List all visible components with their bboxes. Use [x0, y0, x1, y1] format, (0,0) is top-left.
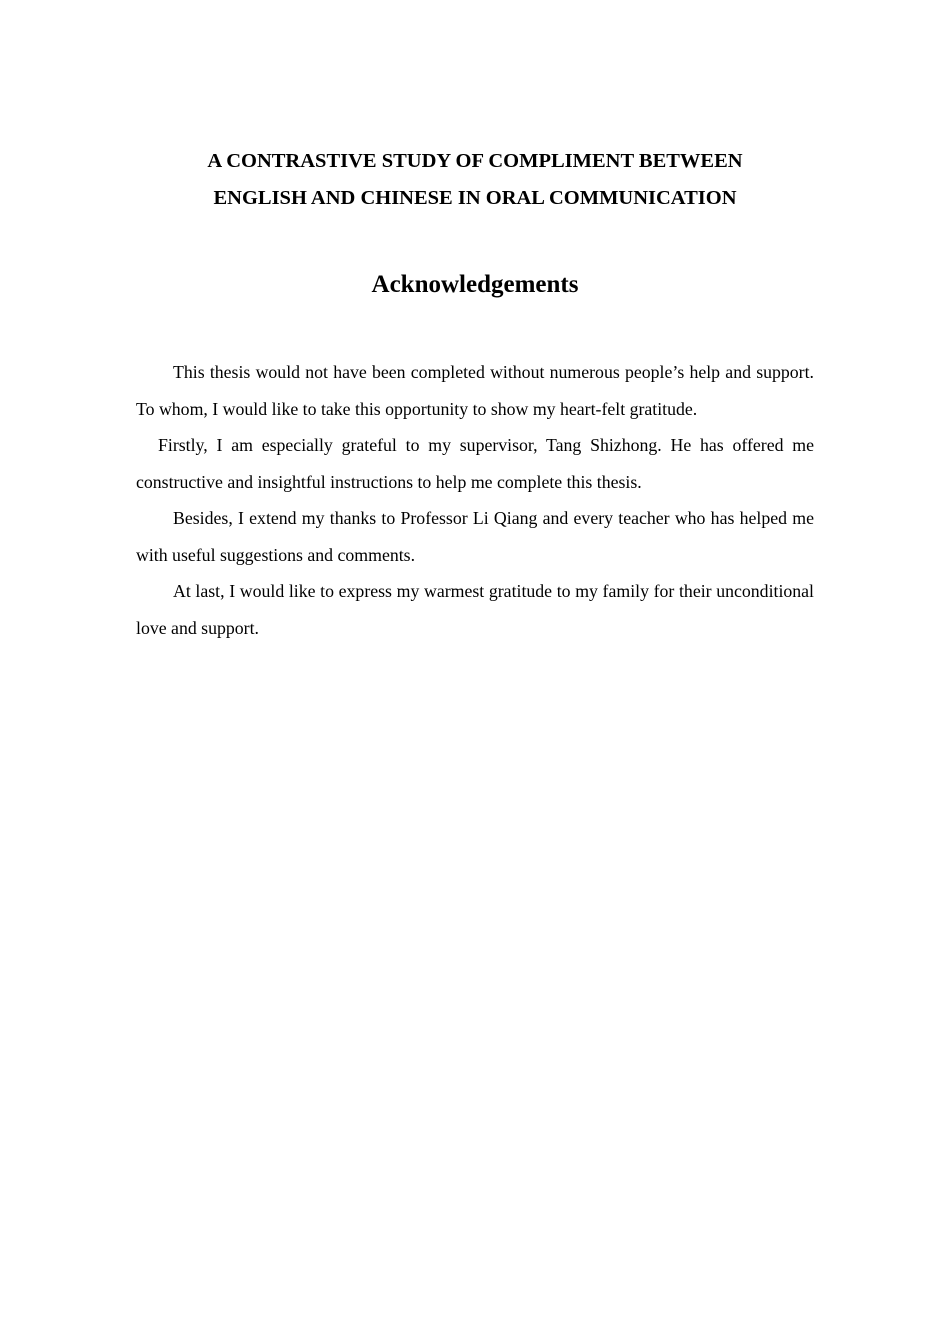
acknowledgements-heading: Acknowledgements	[371, 271, 579, 298]
paragraph-3: Besides, I extend my thanks to Professor Li Qiang and every teacher who has helped me with useful suggestions and comments.	[136, 508, 814, 565]
paragraph-1: This thesis would not have been completed without numerous people’s help and support. To whom, I would like to take this opportunity to show my heart-felt gratitude.	[136, 362, 814, 419]
thesis-title-line-2: ENGLISH AND CHINESE IN ORAL COMMUNICATION	[213, 187, 737, 209]
thesis-title-line-1: A CONTRASTIVE STUDY OF COMPLIMENT BETWEEN	[207, 150, 743, 172]
thesis-title	[136, 143, 814, 217]
acknowledgements-body	[136, 354, 814, 646]
paragraph-4: At last, I would like to express my warmest gratitude to my family for their unconditional love and support.	[136, 581, 814, 638]
paragraph-2: Firstly, I am especially grateful to my supervisor, Tang Shizhong. He has offered me constructive and insightful instructions to help me complete this thesis.	[136, 435, 814, 492]
